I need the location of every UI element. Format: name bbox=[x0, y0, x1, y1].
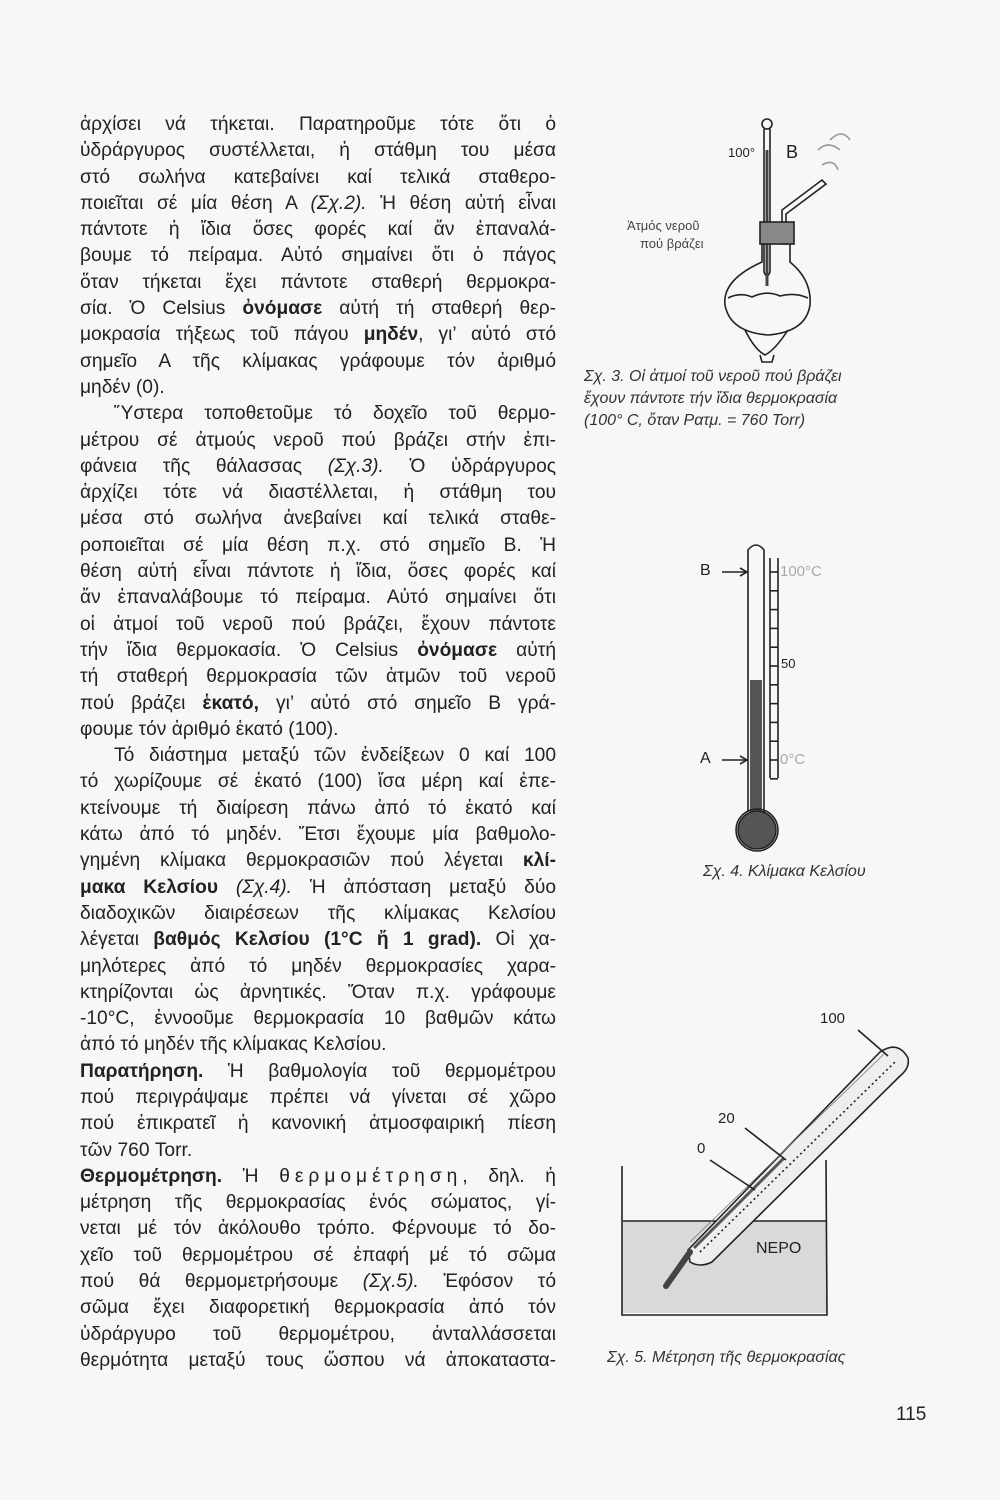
fig5-caption: Σχ. 5. Μέτρηση τῆς θερμοκρασίας bbox=[607, 1349, 846, 1366]
fig3-caption-1: Σχ. 3. Οἱ ἀτμοί τοῦ νεροῦ πού βράζει bbox=[584, 368, 842, 385]
figure-reference: (Σχ.3). bbox=[327, 455, 384, 477]
fig3-label-b: B bbox=[786, 142, 799, 162]
text-segment: αὐτή τή σταθερή θερ- bbox=[322, 298, 556, 320]
bold-term: Θερμομέτρηση. bbox=[80, 1165, 223, 1187]
text-segment: μηδέν (0). bbox=[80, 376, 165, 398]
text-segment: μέτρου σέ ἀτμούς νεροῦ πού βράζει στήν ἐπι- bbox=[80, 429, 556, 451]
text-segment: γημένη κλίμακα θερμοκρασιῶν πού λέγεται bbox=[80, 850, 523, 872]
text-segment: ἀρχίζει τότε νά διαστέλλεται, ἡ στάθμη του bbox=[80, 482, 556, 504]
text-segment: οἱ ἀτμοί τοῦ νεροῦ πού βράζει, ἔχουν πάντοτε bbox=[80, 613, 556, 635]
fig3-caption-2: ἔχουν πάντοτε τήν ἴδια θερμοκρασία bbox=[584, 390, 838, 407]
text-segment: διαδοχικῶν διαιρέσεων τῆς κλίμακας Κελσίου bbox=[80, 902, 556, 924]
text-segment: Τό διάστημα μεταξύ τῶν ἐνδείξεων 0 καί 100 bbox=[114, 745, 556, 767]
text-segment: γι’ αὐτό στό σημεῖο Β γρά- bbox=[259, 692, 556, 714]
bold-term: κλί- bbox=[522, 850, 556, 872]
figure-reference: (Σχ.2). bbox=[310, 192, 367, 214]
page-number: 115 bbox=[896, 1404, 927, 1425]
fig4-label-b: B bbox=[700, 562, 711, 579]
fig3-steam-label-2: πού βράζει bbox=[640, 236, 704, 251]
text-segment: ἀρχίσει νά τήκεται. Παρατηροῦμε τότε ὅτι ὁ bbox=[80, 114, 556, 135]
text-segment: τήν ἴδια θερμοκασία. Ὁ Celsius bbox=[80, 639, 418, 661]
figure-reference: (Σχ.5). bbox=[362, 1271, 419, 1293]
text-segment: Ἡ θέση αὐτή εἶναι bbox=[366, 192, 556, 214]
text-segment: ἄν ἐπαναλάβουμε τό πείραμα. Αὐτό σημαίνει ὅτι bbox=[80, 587, 556, 609]
text-segment: τή σταθερή θερμοκρασία τῶν ἀτμῶν τοῦ νεροῦ bbox=[80, 666, 556, 688]
text-segment: θερμότητα μεταξύ τους ὥσπου νά ἀποκαταστα- bbox=[80, 1349, 556, 1371]
text-segment: χεῖο τοῦ θερμομέτρου σέ ἐπαφή μέ τό σῶμα bbox=[80, 1244, 556, 1266]
bold-term: μακα Κελσίου bbox=[80, 876, 219, 898]
figure-reference: (Σχ.4). bbox=[235, 876, 293, 898]
text-segment: μηλότερες ἀπό τό μηδέν θερμοκρασίες χαρα- bbox=[80, 955, 556, 977]
fig3-caption-3: (100° C, ὅταν Pατμ. = 760 Torr) bbox=[584, 412, 806, 429]
text-segment: βουμε τό πείραμα. Αὐτό σημαίνει ὅτι ὁ πάγος bbox=[80, 245, 556, 267]
spaced-term: θερμομέτρηση bbox=[279, 1165, 463, 1187]
text-segment: Οἱ χα- bbox=[481, 929, 557, 951]
text-segment: κάτω ἀπό τό μηδέν. Ἔτσι ἔχουμε μία βαθμολο- bbox=[80, 824, 556, 846]
text-segment: κτηρίζονται ὡς ἀρνητικές. Ὅταν π.χ. γράφουμε bbox=[80, 981, 556, 1003]
text-segment: τῶν 760 Torr. bbox=[80, 1139, 193, 1161]
fig5-label-100: 100 bbox=[820, 1010, 846, 1027]
text-segment: πού περιγράψαμε πρέπει νά γίνεται σέ χῶρο bbox=[80, 1086, 556, 1108]
text-segment: , δηλ. ἡ bbox=[462, 1165, 556, 1187]
text-segment: μέσα στό σωλήνα ἀνεβαίνει καί τελικά σταθε- bbox=[80, 508, 556, 530]
text-segment: φουμε τόν ἀριθμό ἑκατό (100). bbox=[80, 718, 339, 740]
bold-term: ὀνόμασε bbox=[242, 298, 323, 320]
text-segment: σῶμα ἔχει διαφορετική θερμοκρασία ἀπό τόν bbox=[80, 1297, 556, 1319]
fig4-label-50: 50 bbox=[781, 656, 796, 671]
text-segment: -10°C, ἐννοοῦμε θερμοκρασία 10 βαθμῶν κάτω bbox=[80, 1008, 556, 1030]
text-segment: θέση αὐτή εἶναι πάντοτε ἡ ἴδια, ὅσες φορές καί bbox=[80, 561, 556, 583]
text-segment: τό χωρίζουμε σέ ἑκατό (100) ἴσα μέρη καί ἐπε- bbox=[80, 771, 556, 793]
text-segment: ἀπό τό μηδέν τῆς κλίμακας Κελσίου. bbox=[80, 1034, 387, 1056]
text-segment: ὅταν τήκεται ἔχει πάντοτε σταθερή θερμοκρα- bbox=[80, 271, 556, 293]
fig3-steam-label-1: Ἀτμός νεροῦ bbox=[627, 218, 700, 233]
text-segment: ποιεῖται σέ μία θέση Α bbox=[80, 192, 311, 214]
text-segment: μέτρηση τῆς θερμοκρασίας ἑνός σώματος, γί- bbox=[80, 1192, 556, 1214]
text-segment: φάνεια τῆς θάλασσας bbox=[80, 455, 328, 477]
fig4-caption: Σχ. 4. Κλίμακα Κελσίου bbox=[703, 863, 866, 880]
text-segment: πού ἐπικρατεῖ ἡ κανονική ἀτμοσφαιρική πίεση bbox=[80, 1113, 556, 1135]
bold-term: ὀνόμασε bbox=[417, 639, 498, 661]
bold-term: Παρατήρηση. bbox=[80, 1060, 204, 1082]
text-segment: αὐτή bbox=[497, 639, 556, 661]
text-segment: ὑδράργυρος συστέλλεται, ἡ στάθμη του μέσα bbox=[80, 140, 556, 162]
text-segment: πού θά θερμομετρήσουμε bbox=[80, 1271, 363, 1293]
fig5-label-0: 0 bbox=[697, 1140, 706, 1157]
water-label: ΝΕΡΟ bbox=[756, 1240, 802, 1257]
text-segment: Ὁ ὑδράργυρος bbox=[383, 455, 556, 477]
fig4-label-0c: 0°C bbox=[780, 751, 806, 768]
fig4-label-100c: 100°C bbox=[780, 563, 822, 580]
text-segment: νεται μέ τόν ἀκόλουθο τρόπο. Φέρνουμε τό δο- bbox=[80, 1218, 556, 1240]
text-segment: λέγεται bbox=[80, 929, 154, 951]
text-segment: Ὕστερα τοποθετοῦμε τό δοχεῖο τοῦ θερμο- bbox=[114, 403, 556, 425]
bold-term: βαθμός Κελσίου (1°C ἤ 1 grad). bbox=[153, 929, 482, 951]
text-segment: κτείνουμε τή διαίρεση πάνω ἀπό τό ἑκατό καί bbox=[80, 797, 556, 819]
text-segment: Ἡ ἀπόσταση μεταξύ δύο bbox=[292, 876, 556, 898]
text-segment: , γι’ αὐτό στό bbox=[418, 324, 556, 346]
text-segment: σία. Ὁ Celsius bbox=[80, 298, 243, 320]
fig5-label-20: 20 bbox=[718, 1110, 735, 1127]
bold-term: μηδέν bbox=[363, 324, 419, 346]
text-segment: στό σωλήνα κατεβαίνει καί τελικά σταθερο- bbox=[80, 166, 556, 188]
fig4-label-a: A bbox=[700, 750, 711, 767]
text-segment: Ἡ bbox=[222, 1165, 280, 1187]
text-segment: μοκρασία τήξεως τοῦ πάγου bbox=[80, 324, 364, 346]
text-segment: ὑδράργυρο τοῦ θερμομέτρου, ἀνταλλάσσεται bbox=[80, 1323, 556, 1345]
text-segment: Ἐφόσον τό bbox=[418, 1271, 556, 1293]
text-segment: ροποιεῖται σέ μία θέση π.χ. στό σημεῖο Β. Ἡ bbox=[80, 534, 556, 556]
text-segment: πού βράζει bbox=[80, 692, 203, 714]
text-segment: Ἡ βαθμολογία τοῦ θερμομέτρου bbox=[203, 1060, 556, 1082]
bold-term: ἑκατό, bbox=[202, 692, 259, 714]
text-segment: πάντοτε ἡ ἴδια ὅσες φορές καί ἄν ἐπαναλά- bbox=[80, 219, 556, 241]
fig3-label-100: 100° bbox=[728, 145, 755, 160]
text-segment: σημεῖο Α τῆς κλίμακας γράφουμε τόν ἀριθμό bbox=[80, 350, 556, 372]
